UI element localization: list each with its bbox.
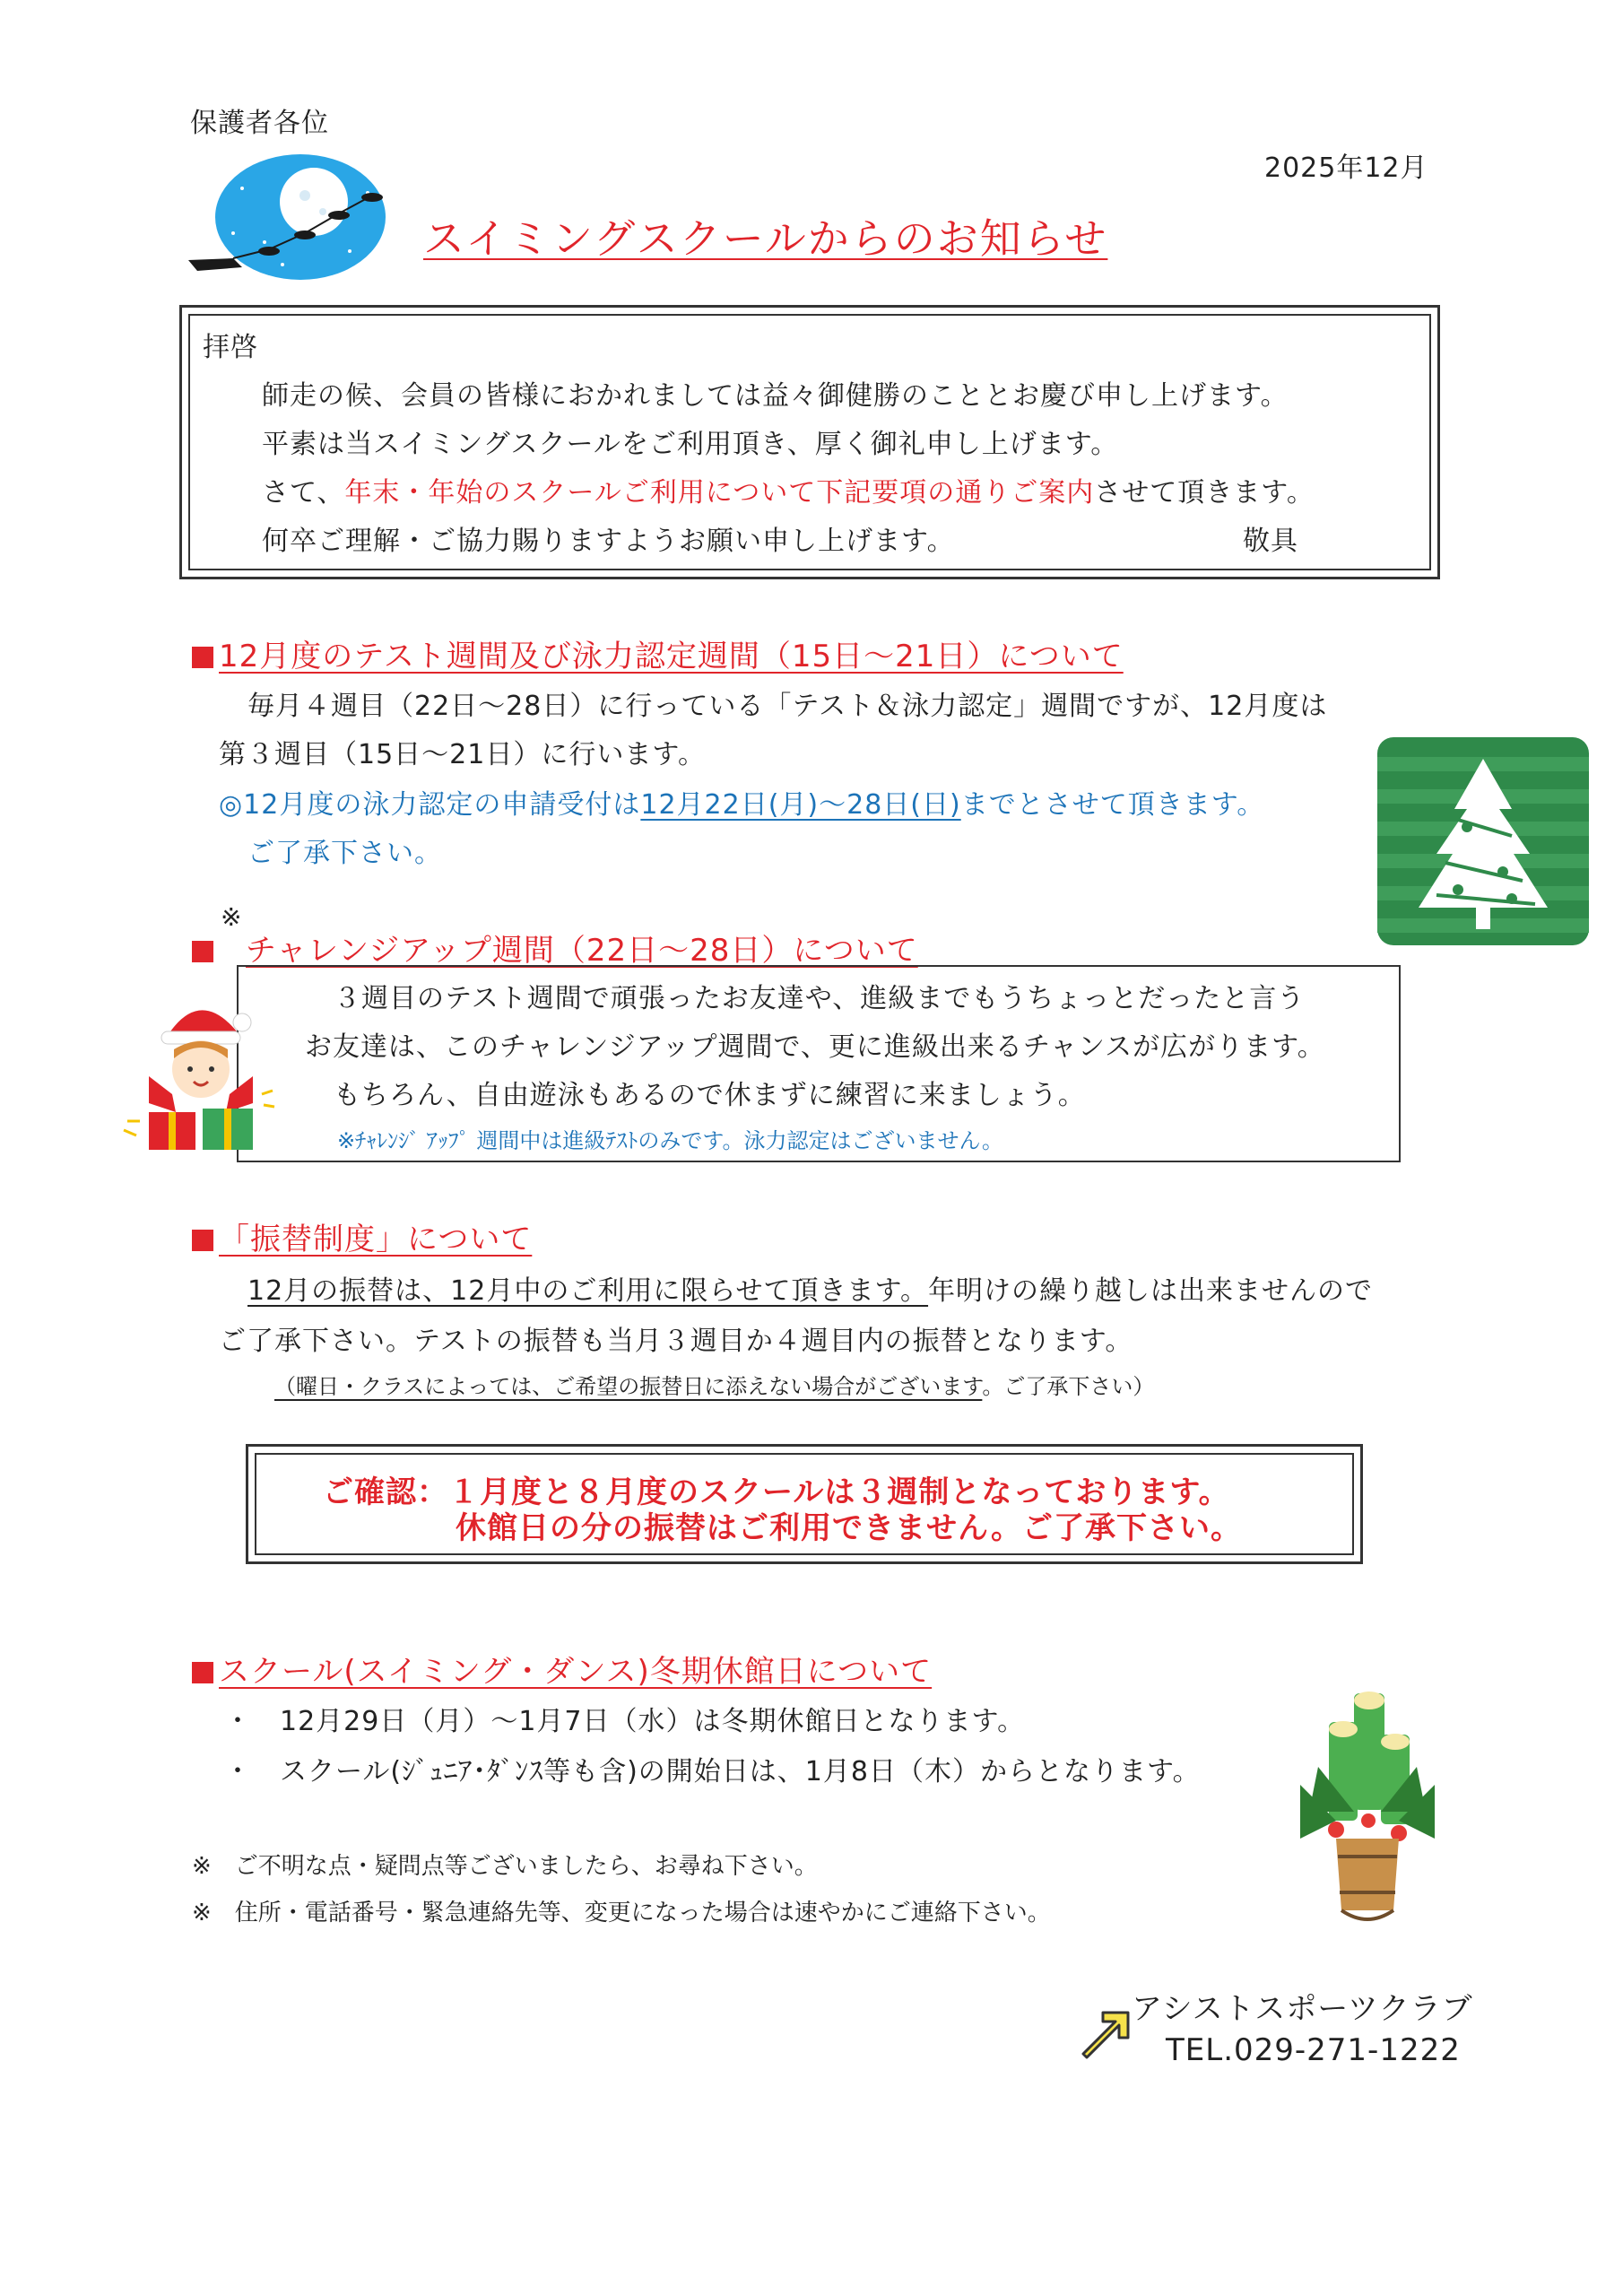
section-test-line-2: 第３週目（15日～21日）に行います。: [219, 739, 706, 770]
section-transfer-note-rest: 。ご了承下さい）: [982, 1374, 1155, 1399]
red-square-icon: [192, 941, 213, 962]
date: 2025年12月: [1264, 152, 1428, 184]
page-title: スイミングスクールからのお知らせ: [423, 214, 1108, 263]
section-challenge-mark: ※: [221, 902, 242, 932]
section-transfer-line-1: [247, 1268, 1373, 1308]
section-transfer-heading: [192, 1214, 532, 1258]
greeting-opening: 拝啓: [203, 332, 258, 363]
section-test-note: [219, 782, 1264, 822]
confirm-line-1: ご確認：１月度と８月度のスクールは３週制となっております。: [323, 1474, 1230, 1510]
red-square-icon: [192, 1230, 213, 1251]
greeting-line-3-post: させて頂きます。: [1094, 477, 1315, 509]
greeting-line-1: 師走の候、会員の皆様におかれましては益々御健勝のこととお慶び申し上げます。: [262, 380, 1289, 412]
section-test-note-dates: 12月22日(月)～28日(日): [640, 789, 961, 821]
section-transfer-line-1-rest: 年明けの繰り越しは出来ませんので: [928, 1275, 1374, 1307]
section-transfer-heading-text: 「振替制度」について: [219, 1222, 533, 1257]
section-holiday-item-2: ・ スクール(ｼﾞｭﾆｱ･ﾀﾞﾝｽ等も含)の開始日は、1月8日（木）からとなります。: [224, 1756, 1201, 1787]
section-challenge-heading: [192, 926, 918, 970]
greeting-line-3: [262, 470, 1315, 509]
red-square-icon: [192, 1662, 213, 1683]
footnote-1: ※ ご不明な点・疑問点等ございましたら、お尋ね下さい。: [192, 1853, 818, 1880]
arrow-icon: [1074, 2004, 1137, 2066]
greeting-line-3-pre: さて、: [262, 477, 345, 509]
section-transfer-note-underlined: （曜日・クラスによっては、ご希望の振替日に添えない場合がございます: [274, 1374, 983, 1399]
section-test-note-post: までとさせて頂きます。: [960, 789, 1265, 821]
section-challenge-line-3: もちろん、自由遊泳もあるので休まずに練習に来ましょう。: [334, 1080, 1086, 1111]
greeting-closing: 敬具: [1243, 526, 1298, 557]
section-transfer-line-2: ご了承下さい。テストの振替も当月３週目か４週目内の振替となります。: [219, 1326, 1133, 1357]
greeting-line-2: 平素は当スイミングスクールをご利用頂き、厚く御礼申し上げます。: [262, 429, 1119, 460]
greeting-line-3-highlight: 年末・年始のスクールご利用について下記要項の通りご案内: [344, 477, 1095, 509]
contact-tel: TEL.029-271-1222: [1166, 2032, 1461, 2068]
section-transfer-note: [274, 1369, 1154, 1400]
footnote-2: ※ 住所・電話番号・緊急連絡先等、変更になった場合は速やかにご連絡下さい。: [192, 1900, 1051, 1926]
section-test-heading-text: 12月度のテスト週間及び泳力認定週間（15日～21日）について: [219, 639, 1124, 674]
section-transfer-line-1-underlined: 12月の振替は、12月中のご利用に限らせて頂きます。: [247, 1275, 929, 1307]
section-challenge-line-1: ３週目のテスト週間で頑張ったお友達や、進級までもうちょっとだったと言う: [334, 983, 1306, 1014]
section-holiday-heading-text: スクール(スイミング・ダンス)冬期休館日について: [219, 1654, 933, 1690]
section-test-line-1: 毎月４週目（22日～28日）に行っている「テスト＆泳力認定」週間ですが、12月度は: [247, 691, 1328, 722]
confirm-line-2: 休館日の分の振替はご利用できません。ご了承下さい。: [456, 1510, 1243, 1546]
santa-girl-icon: [122, 987, 276, 1157]
red-square-icon: [192, 647, 213, 668]
section-challenge-line-2: お友達は、このチャレンジアップ週間で、更に進級出来るチャンスが広がります。: [305, 1031, 1325, 1063]
section-holiday-item-1: ・ 12月29日（月）～1月7日（水）は冬期休館日となります。: [224, 1706, 1026, 1737]
addressee: 保護者各位: [190, 108, 329, 139]
section-test-note-pre: ◎12月度の泳力認定の申請受付は: [219, 789, 641, 821]
contact-club-name: アシストスポーツクラブ: [1132, 1991, 1473, 2027]
section-challenge-note: ※ﾁｬﾚﾝｼﾞ ｱｯﾌﾟ 週間中は進級ﾃｽﾄのみです。泳力認定はございません。: [337, 1128, 1003, 1153]
section-test-heading: [192, 631, 1124, 675]
section-challenge-heading-text: チャレンジアップ週間（22日～28日）について: [246, 933, 918, 969]
section-test-note-line-2: ご了承下さい。: [247, 838, 442, 869]
greeting-line-4: 何卒ご理解・ご協力賜りますようお願い申し上げます。: [262, 526, 955, 557]
moon-sleigh-icon: [179, 152, 404, 287]
section-holiday-heading: [192, 1647, 932, 1691]
kadomatsu-icon: [1282, 1686, 1453, 1937]
christmas-tree-icon: [1377, 737, 1589, 945]
